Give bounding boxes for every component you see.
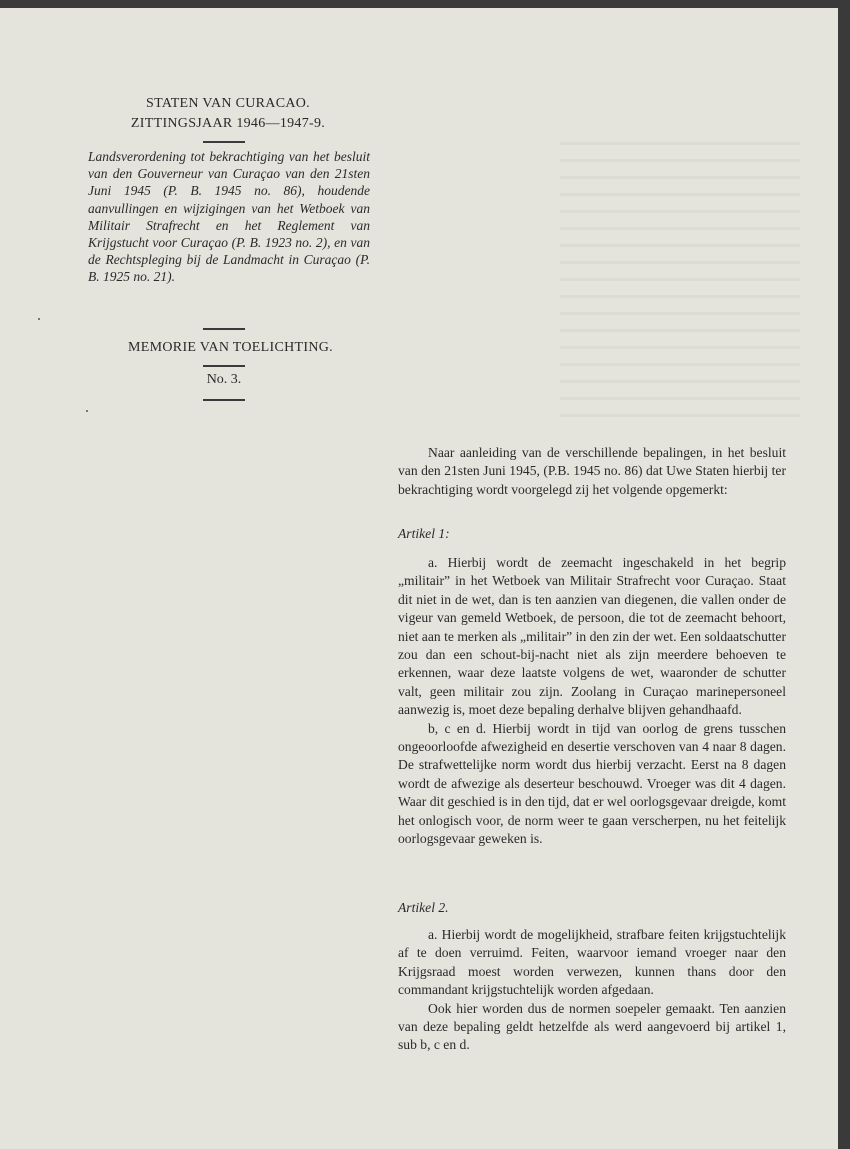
artikel-2-para-b: Ook hier worden dus de normen soepeler gemaakt. Ten aanzien van deze bepaling geldt hetzelfde als werd aangevoerd bij artikel 1, sub b, c en d. [398, 1000, 786, 1053]
artikel-1-body [398, 554, 786, 849]
speck [38, 318, 40, 320]
document-page [0, 8, 838, 1149]
artikel-1-para-a: a. Hierbij wordt de zeemacht ingeschakeld in het begrip „militair” in het Wetboek van Militair Strafrecht voor Curaçao. Staat dit niet in de wet, dan is ten aanzien van diegenen, die vallen onder de vigeur van gemeld Wetboek, de persoon, die tot de zeemacht behoort, niet aan te merken als „militair” in den zin der wet. Een soldaatschutter zou dan een schout-bij-nacht niet als zijn meerdere behoeven te erkennen, waar deze laatste volgens de wet, waaronder de schutter valt, geen militair zou zijn. Zoolang in Curaçao marinepersoneel aanwezig is, moet deze bepaling derhalve blijven gehandhaafd. [398, 555, 786, 718]
header-line-2: ZITTINGSJAAR 1946—1947-9. [130, 116, 326, 131]
header-line-1: STATEN VAN CURACAO. [146, 96, 310, 111]
artikel-1-para-bcd: b, c en d. Hierbij wordt in tijd van oorlog de grens tusschen ongeoorloofde afwezigheid en desertie verschoven van 4 naar 8 dagen. De strafwettelijke norm wordt dus hierbij verzacht. Eerst na 8 dagen wordt de afwezige als deserteur beschouwd. Vroeger was dit 4 dagen. Waar dit geschied is in den tijd, dat er wel oorlogsgevaar dreigde, komt het onlogisch voor, de norm weer te gaan verscherpen, nu het feitelijk oorlogsgevaar geweken is. [398, 720, 786, 847]
divider [203, 141, 245, 143]
document-number: No. 3. [206, 372, 242, 387]
artikel-1-heading: Artikel 1: [398, 526, 450, 541]
divider [203, 365, 245, 367]
artikel-2-para-a: a. Hierbij wordt de mogelijkheid, strafbare feiten krijgstuchtelijk af te doen verruimd. Feiten, waarvoor iemand vroeger naar den Krijgsraad moest worden verwezen, kunnen thans door den commandant krijgstuchtelijk worden afgedaan. [398, 927, 786, 998]
intro-paragraph: Naar aanleiding van de verschillende bepalingen, in het besluit van den 21sten Juni 1945, (P.B. 1945 no. 86) dat Uwe Staten hierbij ter bekrachtiging wordt voorgelegd zij het volgende opgemerkt: [398, 445, 786, 497]
artikel-2-heading: Artikel 2. [398, 900, 449, 915]
divider [203, 328, 245, 330]
speck [86, 410, 88, 412]
divider [203, 399, 245, 401]
artikel-2-body [398, 926, 786, 1055]
show-through-texture [560, 128, 800, 428]
memorie-heading: MEMORIE VAN TOELICHTING. [128, 340, 333, 355]
ordinance-title: Landsverordening tot bekrachtiging van het besluit van den Gouverneur van Curaçao van den 21sten Juni 1945 (P. B. 1945 no. 86), houdende aanvullingen en wijzigingen van het Wetboek van Militair Strafrecht en het Reglement van Krijgstucht voor Curaçao (P. B. 1923 no. 2), en van de Rechtspleging bij de Landmacht in Curaçao (P. B. 1925 no. 21). [88, 149, 370, 285]
